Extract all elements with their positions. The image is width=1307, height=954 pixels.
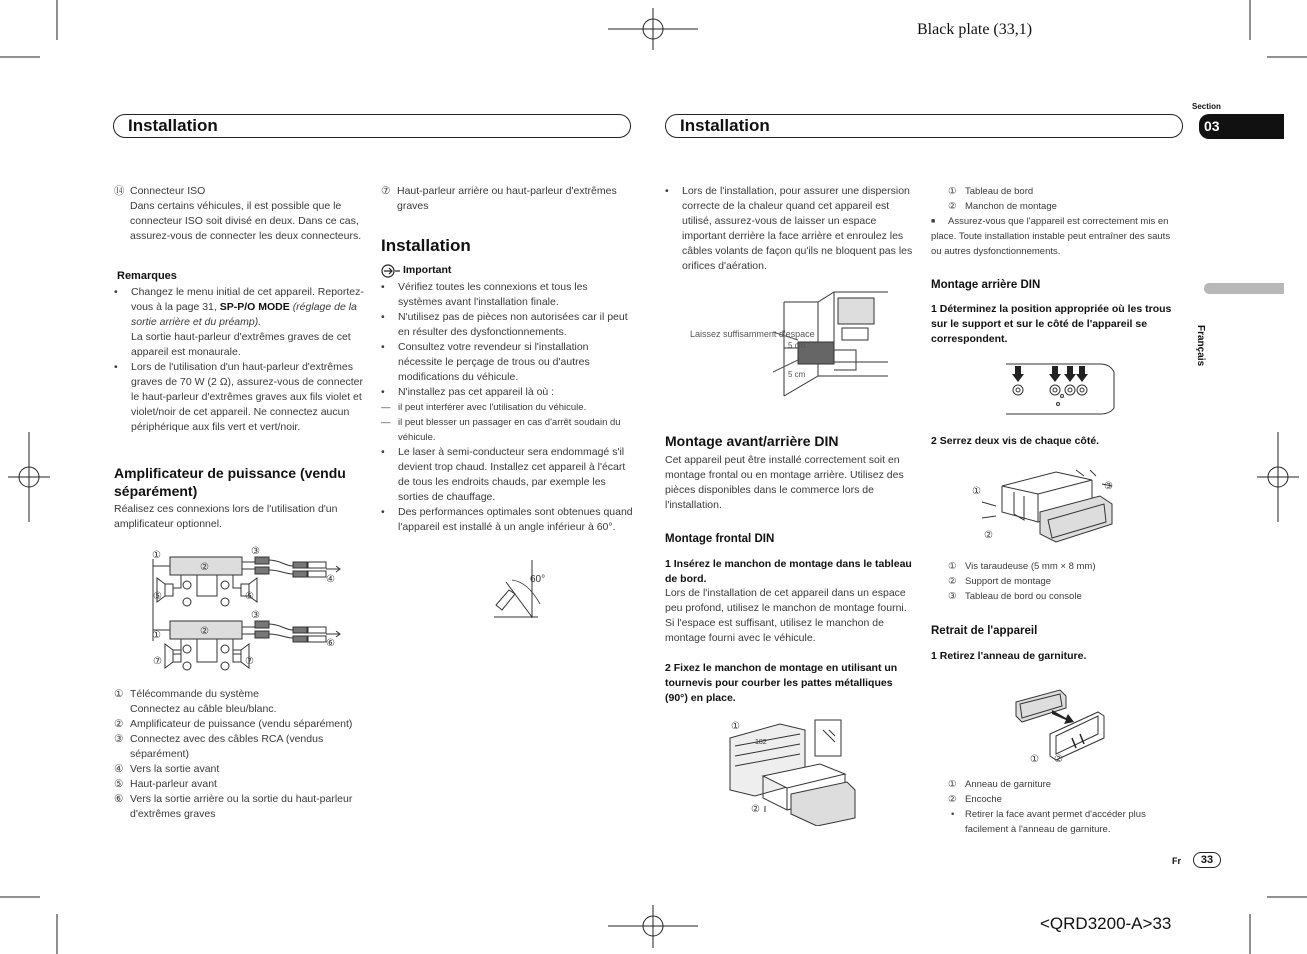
dash-item: — il peut blesser un passager en cas d'arrêt soudain du véhicule. [381,417,621,443]
callout-5: ⑤ [153,591,162,602]
amp-section-title: Amplificateur de puissance (vendu séparément) [114,465,346,499]
iso-body: Dans certains véhicules, il est possible que le connecteur ISO soit divisé en deux. Dans ce cas, assurez-vous de connecter les deux connecteurs. [130,200,362,242]
item-text: Haut-parleur arrière ou haut-parleur d'extrêmes graves [397,185,617,212]
legend-number: ② [114,718,124,730]
callout-3: ③ [251,546,260,557]
legend-text: Connectez avec des câbles RCA (vendus séparément) [130,733,324,760]
rear-step-2: 2 Serrez deux vis de chaque côté. [931,435,1100,447]
installation-title: Installation [381,236,471,255]
din-mount-title: Montage avant/arrière DIN [665,433,839,449]
legend-number: ④ [114,763,124,775]
menu-reference: SP-P/O MODE [219,301,290,313]
remarks-title: Remarques [117,270,177,282]
legend-item: ① Vis taraudeuse (5 mm × 8 mm) [948,561,1096,572]
callout-1: ① [152,550,161,561]
legend-number: ① [114,688,124,700]
front-step-2: 2 Fixez le manchon de montage en utilisant un tournevis pour courber les pattes métalliques (90°) en place. [665,662,898,704]
legend-item: ② Support de montage [948,576,1052,587]
rear-mount-title: Montage arrière DIN [931,279,1041,291]
amplifier-wiring-diagram [145,544,350,674]
front-step-1-body: Lors de l'installation de cet appareil dans un espace peu profond, utilisez le manchon de montage fourni. Si l'espace est suffisant, utilisez le manchon de montage fourni avec le véhicule. [665,587,907,644]
legend-text: Connectez au câble bleu/blanc. [130,703,277,715]
space-label: Laissez suffisamment d'espace [690,329,815,339]
callout-3: ③ [1104,481,1113,492]
section-number: 03 [1204,118,1220,134]
rear-step-1: 1 Déterminez la position appropriée où les trous sur le support et sur le côté de l'appareil se correspondent. [931,303,1172,345]
callout-4: ④ [326,574,335,585]
item-number: ⑦ [381,185,391,197]
removal-title: Retrait de l'appareil [931,625,1038,637]
legend-number: ③ [114,733,124,745]
removal-step-1: 1 Retirez l'anneau de garniture. [931,650,1087,662]
important-label: Important [403,264,452,276]
legend-item: ① Tableau de bord [948,186,1034,197]
important-item: • Des performances optimales sont obtenues quand l'appareil est installé à un angle inférieur à 60°. [381,506,633,533]
remark-text: Changez le menu initial de cet appareil. Reportez-vous à la page 31, [131,286,364,313]
legend-text: Télécommande du système [130,688,259,700]
important-item: • N'utilisez pas de pièces non autorisées car il peut en résulter des dysfonctionnements. [381,311,628,338]
callout-2: ② [1054,754,1063,765]
legend-item: ② Encoche [948,794,1002,805]
trim-ring-removal-diagram [1010,688,1110,768]
iso-connector-item [114,184,364,244]
clearance-label: 5 cm [788,341,806,350]
important-item: • N'installez pas cet appareil là où : [381,386,555,398]
angle-diagram [476,560,556,620]
legend-text: Vers la sortie arrière ou la sortie du haut-parleur d'extrêmes graves [130,793,353,820]
callout-1: ① [972,486,981,497]
legend-text: Amplificateur de puissance (vendu séparément) [130,718,353,730]
legend-item: ② Manchon de montage [948,201,1057,212]
legend-item [114,792,364,822]
front-step-1: 1 Insérez le manchon de montage dans le tableau de bord. [665,558,912,585]
legend-item [114,777,364,792]
trim-legend [948,777,1183,837]
remark-text: Lors de l'utilisation d'un haut-parleur d'extrêmes graves de 70 W (2 Ω), assurez-vous de connecter le haut-parleur d'extrêmes graves aux fils violet et violet/noir de cet appareil. Ne connectez aucun périphérique aux fils vert et vert/noir. [131,361,363,433]
remark-item: • Lors de l'utilisation d'un haut-parleur d'extrêmes graves de 70 W (2 Ω), assurez-vous de connecter le haut-parleur d'extrêmes graves aux fils violet et violet/noir de cet appareil. Ne connectez aucun périphérique aux fils vert et vert/noir. [114,361,363,433]
callout-7: ⑦ [245,656,254,667]
legend-item: ① Anneau de garniture [948,779,1052,790]
legend-item [114,762,364,777]
legend-text: Haut-parleur avant [130,778,217,790]
callout-1: ① [152,630,161,641]
footer-language: Fr [1172,856,1181,866]
document-code: <QRD3200-A>33 [1040,914,1172,933]
section-tab [1199,114,1284,139]
callout-2: ② [751,804,760,815]
callout-2: ② [200,562,209,573]
hole-alignment-diagram [1000,356,1118,418]
amp-legend [114,687,364,822]
important-item: • Consultez votre revendeur si l'installation nécessite le perçage de trous ou d'autres modifications du véhicule. [381,341,590,383]
iso-title: Connecteur ISO [130,185,206,197]
amp-section-body: Réalisez ces connexions lors de l'utilisation d'un amplificateur optionnel. [114,503,338,530]
callout-5: ⑤ [245,591,254,602]
legend-item [114,717,364,732]
plate-label: Black plate (33,1) [917,21,1033,38]
language-label: Français [1195,325,1206,367]
section-banner-right [665,114,1183,138]
banner-title: Installation [128,116,218,135]
callout-3: ③ [251,610,260,621]
important-heading [381,264,631,278]
legend-number: ⑥ [114,793,124,805]
sleeve-legend [948,184,1183,214]
menu-reference-desc: (réglage de la sortie arrière et du préamp). [131,301,357,328]
heat-dispersion-note [665,184,917,274]
callout-2: ② [984,530,993,541]
section-label: Section [1192,102,1221,111]
rear-speaker-item [381,184,631,214]
callout-2: ② [200,626,209,637]
front-mount-title: Montage frontal DIN [665,533,775,545]
front-mount-diagram [725,716,865,826]
note-item: • Lors de l'installation, pour assurer une dispersion correcte de la chaleur quand cet appareil est utilisé, assurez-vous de laisser un espace important derrière la face arrière et enroulez les câbles volants de façon qu'ils ne bloquent pas les orifices d'aération. [665,185,913,272]
callout-1: ① [1030,754,1039,765]
language-tab-bar [1204,283,1284,294]
legend-item: ③ Tableau de bord ou console [948,591,1082,602]
legend-item [114,732,364,762]
important-item: • Le laser à semi-conducteur sera endommagé s'il devient trop chaud. Installez cet appareil à l'écart de tous les endroits chauds, par exemple les sorties de chauffage. [381,446,626,503]
legend-number: ⑤ [114,778,124,790]
legend-text: Vers la sortie avant [130,763,220,775]
banner-title: Installation [680,116,770,135]
remark-item: • Changez le menu initial de cet appareil. Reportez-vous à la page 31, SP-P/O MODE (réglage de la sortie arrière et du préamp). La sortie haut-parleur d'extrêmes graves de cet appareil est monaurale. [114,286,364,358]
section-banner-left [113,114,631,138]
din-mount-body: Cet appareil peut être installé correctement soit en montage frontal ou en montage arrière. Utilisez des pièces disponibles dans le commerce lors de l'installation. [665,454,904,511]
language-tab [1195,303,1232,367]
remarks-list [114,285,364,435]
important-list [381,280,633,535]
screw-legend [948,559,1183,604]
dimension-label: 182 [755,739,767,746]
dashboard-clearance-diagram [688,288,888,398]
callout-7: ⑦ [153,656,162,667]
important-item: • Vérifiez toutes les connexions et tous les systèmes avant l'installation finale. [381,281,588,308]
dash-item: — il peut interférer avec l'utilisation du véhicule. [381,402,587,413]
remark-text: La sortie haut-parleur d'extrêmes graves de cet appareil est monaurale. [131,331,351,358]
screw-mount-diagram [966,462,1126,548]
page-number: 33 [1193,852,1221,868]
legend-item [114,687,364,717]
important-icon [381,264,401,278]
legend-item: • Retirer la face avant permet d'accéder plus facilement à l'anneau de garniture. [951,809,1146,835]
item-number: ⑭ [114,185,125,197]
clearance-label: 5 cm [788,370,806,379]
callout-1: ① [731,721,740,732]
angle-label: 60° [530,574,546,585]
callout-6: ⑥ [326,638,335,649]
secure-note: ■ Assurez-vous que l'appareil est correctement mis en place. Toute installation instable peut entraîner des sauts ou autres dysfonctionnements. [931,216,1171,257]
